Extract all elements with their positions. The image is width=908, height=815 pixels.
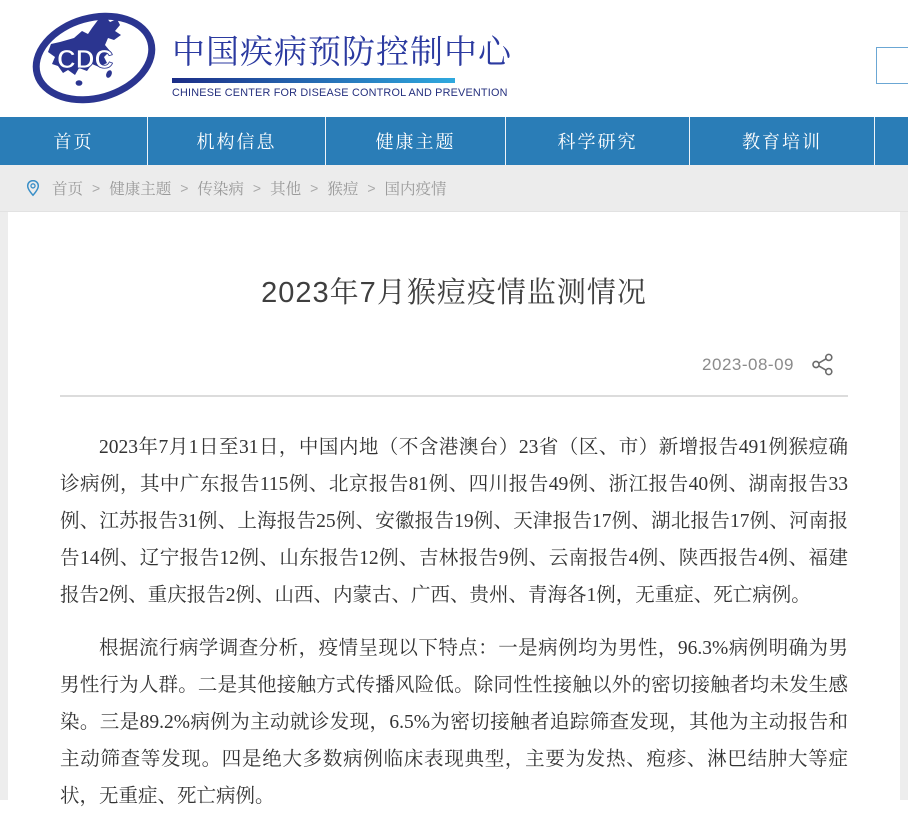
breadcrumb-item-other[interactable]: 其他	[270, 181, 302, 198]
share-icon	[811, 353, 834, 376]
nav-item-label: 首页	[53, 132, 94, 152]
site-header	[0, 0, 908, 117]
location-pin-icon	[24, 178, 42, 198]
cdc-logo-text: CDC	[57, 44, 114, 74]
breadcrumb-separator: >	[367, 180, 376, 196]
article-body	[60, 429, 848, 815]
article-card	[8, 212, 900, 807]
paragraph-case-counts: 2023年7月1日至31日，中国内地（不含港澳台）23省（区、市）新增报告491例猴痘确诊病例，其中广东报告115例、北京报告81例、四川报告49例、浙江报告40例、湖南报告33例、江苏报告31例、上海报告25例、安徽报告19例、天津报告17例、湖北报告17例、河南报告14例、辽宁报告12例、山东报告12例、吉林报告9例、云南报告4例、陕西报告4例、福建报告2例、重庆报告2例、山西、内蒙古、广西、贵州、青海各1例，无重症、死亡病例。	[60, 437, 848, 606]
breadcrumb-separator: >	[92, 180, 101, 196]
cdc-logo[interactable]	[30, 6, 164, 110]
brand-gradient-bar	[172, 78, 455, 83]
nav-item-institution-info[interactable]	[148, 117, 326, 165]
breadcrumb-item-home[interactable]: 首页	[52, 181, 84, 198]
nav-item-education-training[interactable]	[690, 117, 875, 165]
breadcrumb-item-health-topics[interactable]: 健康主题	[109, 181, 172, 198]
publish-date: 2023-08-09	[702, 354, 794, 374]
nav-item-label: 教育培训	[742, 132, 822, 152]
page-title: 2023年7月猴痘疫情监测情况	[261, 277, 647, 309]
breadcrumb	[0, 165, 908, 212]
nav-item-health-topics[interactable]	[326, 117, 506, 165]
nav-item-home[interactable]	[0, 117, 148, 165]
article-meta	[60, 353, 848, 376]
nav-item-label: 健康主题	[375, 132, 456, 152]
breadcrumb-item-infectious-disease[interactable]: 传染病	[197, 181, 244, 198]
breadcrumb-separator: >	[310, 180, 319, 196]
share-button[interactable]	[811, 353, 834, 376]
nav-item-label: 科学研究	[557, 132, 638, 152]
cdc-logo-icon	[30, 6, 164, 110]
paragraph-epidemiology-features: 根据流行病学调查分析，疫情呈现以下特点：一是病例均为男性，96.3%病例明确为男男性行为人群。二是其他接触方式传播风险低。除同性性接触以外的密切接触者均未发生感染。三是89.2%病例为主动就诊发现，6.5%为密切接触者追踪筛查发现，其他为主动报告和主动筛查等发现。四是绝大多数病例临床表现典型，主要为发热、疱疹、淋巴结肿大等症状，无重症、死亡病例。	[60, 638, 848, 807]
nav-stub	[875, 117, 908, 165]
breadcrumb-separator: >	[252, 180, 262, 196]
brand-block	[172, 26, 512, 99]
main-nav	[0, 117, 908, 165]
content-background	[0, 212, 908, 807]
divider	[60, 395, 848, 397]
site-subtitle: CHINESE CENTER FOR DISEASE CONTROL AND PREVENTION	[172, 87, 508, 99]
header-search-box[interactable]	[876, 47, 908, 84]
nav-item-scientific-research[interactable]	[506, 117, 690, 165]
breadcrumb-item-monkeypox[interactable]: 猴痘	[327, 181, 359, 198]
nav-item-label: 机构信息	[196, 132, 277, 152]
site-title: 中国疾病预防控制中心	[172, 33, 512, 70]
breadcrumb-item-domestic-epidemic[interactable]: 国内疫情	[384, 181, 447, 198]
breadcrumb-separator: >	[180, 180, 189, 196]
